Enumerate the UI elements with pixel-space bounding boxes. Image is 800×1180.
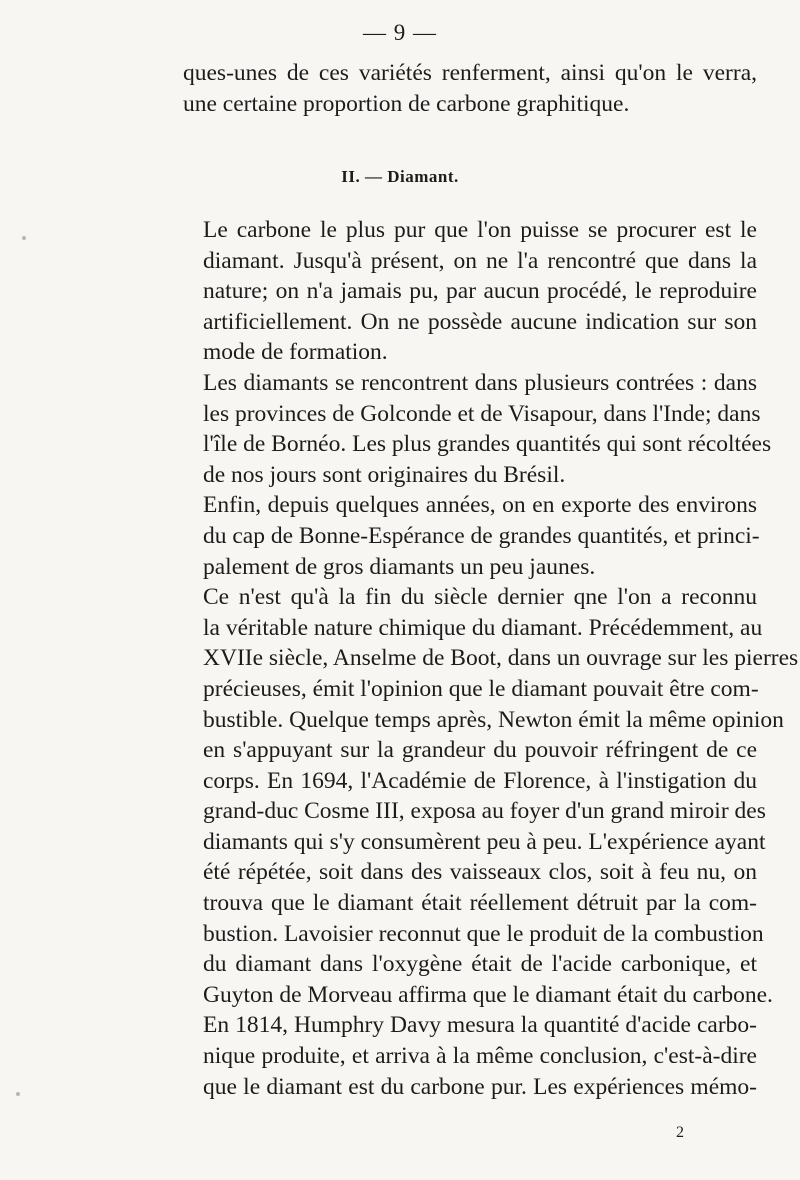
continued-text (183, 58, 757, 119)
text-line: nature; on n'a jamais pu, par aucun procédé, le reproduire (203, 278, 757, 305)
text-line: du cap de Bonne-Espérance de grandes quantités, et princi- (203, 522, 760, 549)
text-line: précieuses, émit l'opinion que le diamant pouvait être com- (203, 675, 759, 702)
text-line: ques-unes de ces variétés renferment, ainsi qu'on le verra, (183, 60, 757, 86)
paragraph (183, 215, 757, 368)
text-line: les provinces de Golconde et de Visapour, dans l'Inde; dans (203, 400, 761, 427)
text-line: Enfin, depuis quelques années, on en exporte des environs (203, 492, 757, 519)
signature-mark: 2 (676, 1124, 684, 1141)
text-line: bustion. Lavoisier reconnut que le produit de la combustion (203, 920, 764, 947)
text-line: la véritable nature chimique du diamant. Précédemment, au (203, 614, 763, 641)
text-line: une certaine proportion de carbone graphitique. (183, 90, 630, 117)
paragraph (183, 582, 799, 1102)
text-line: XVIIe siècle, Anselme de Boot, dans un ouvrage sur les pierres (203, 645, 799, 672)
paper-speck (16, 1092, 20, 1096)
text-line: En 1814, Humphry Davy mesura la quantité d'acide carbo- (203, 1012, 757, 1039)
text-line: artificiellement. On ne possède aucune indication sur son (203, 308, 757, 335)
text-line: grand-duc Cosme III, exposa au foyer d'un grand miroir des (203, 798, 766, 825)
section-heading: II. — Diamant. (341, 167, 459, 186)
text-line: nique produite, et arriva à la même conclusion, c'est-à-dire (203, 1043, 757, 1070)
text-line: palement de gros diamants un peu jaunes. (203, 553, 596, 580)
text-line: Les diamants se rencontrent dans plusieurs contrées : dans (203, 369, 757, 396)
text-line: Le carbone le plus pur que l'on puisse se procurer est le (203, 217, 757, 243)
page-number: — 9 — (363, 20, 437, 45)
text-line: bustible. Quelque temps après, Newton émit la même opinion (203, 706, 784, 733)
text-line: été répétée, soit dans des vaisseaux clos, soit à feu nu, on (203, 859, 757, 886)
text-line: Ce n'est qu'à la fin du siècle dernier qne l'on a reconnu (203, 584, 757, 611)
paragraph (183, 368, 772, 490)
text-line: corps. En 1694, l'Académie de Florence, à l'instigation du (203, 767, 757, 794)
text-line: que le diamant est du carbone pur. Les expériences mémo- (203, 1073, 757, 1100)
text-line: diamant. Jusqu'à présent, on ne l'a rencontré que dans la (203, 247, 757, 274)
text-line: de nos jours sont originaires du Brésil. (203, 461, 566, 488)
body-text (183, 215, 799, 1102)
paragraph (183, 490, 760, 582)
text-line: en s'appuyant sur la grandeur du pouvoir réfringent de ce (203, 737, 757, 764)
text-line: trouva que le diamant était réellement détruit par la com- (203, 890, 757, 917)
paper-speck (22, 236, 26, 240)
text-line: du diamant dans l'oxygène était de l'acide carbonique, et (203, 951, 757, 978)
text-line: Guyton de Morveau affirma que le diamant était du carbone. (203, 981, 773, 1008)
text-line: l'île de Bornéo. Les plus grandes quantités qui sont récoltées (203, 431, 772, 458)
text-line: diamants qui s'y consumèrent peu à peu. L'expérience ayant (203, 828, 766, 855)
text-line: mode de formation. (203, 339, 388, 366)
